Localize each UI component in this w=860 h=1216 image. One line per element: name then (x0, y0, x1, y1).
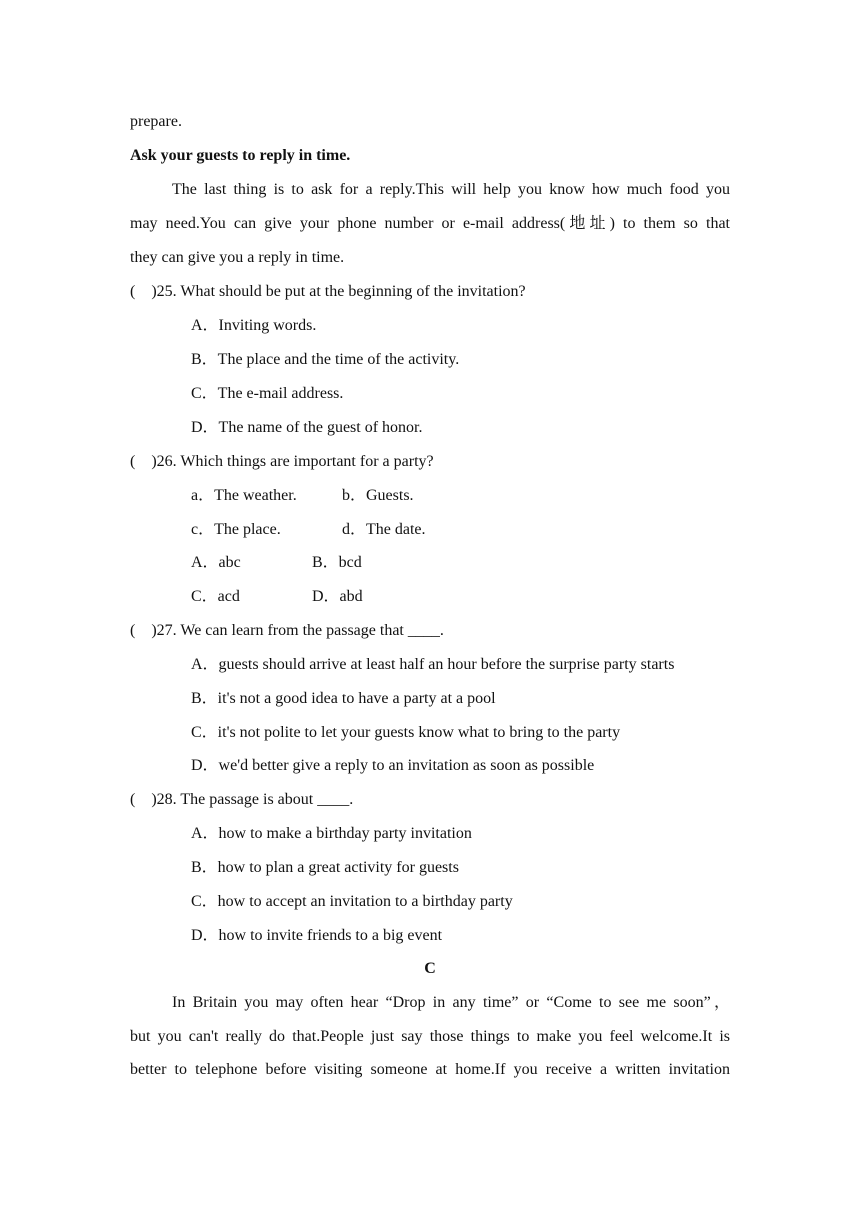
question-26-item-d: d．The date. (342, 521, 426, 538)
question-26-option-d: D．abd (312, 588, 363, 605)
passage-c-text-line: better to telephone before visiting someone at home.If you receive a written invitation (130, 1061, 730, 1078)
question-25-stem: ( )25. What should be put at the beginning of the invitation? (130, 283, 526, 300)
question-26-option-b: B．bcd (312, 554, 362, 571)
question-27-stem: ( )27. We can learn from the passage that ____. (130, 622, 444, 639)
question-27-option-c: C．it's not polite to let your guests know what to bring to the party (191, 724, 621, 741)
question-28-option-b: B．how to plan a great activity for guests (191, 859, 459, 876)
question-26-item-c: c．The place. (191, 521, 281, 538)
passage-c-text-line: but you can't really do that.People just say those things to make you feel welcome.It is (130, 1028, 730, 1045)
passage-text-line: The last thing is to ask for a reply.This will help you know how much food you (172, 181, 730, 198)
question-25-option-c: C．The e-mail address. (191, 385, 344, 402)
question-25-option-b: B．The place and the time of the activity. (191, 351, 460, 368)
question-25-option-d: D．The name of the guest of honor. (191, 419, 423, 436)
section-heading: Ask your guests to reply in time. (130, 147, 351, 164)
question-27-option-a: A．guests should arrive at least half an hour before the surprise party starts (191, 656, 675, 673)
question-27-option-b: B．it's not a good idea to have a party at a pool (191, 690, 496, 707)
passage-c-text-line: In Britain you may often hear “Drop in any time” or “Come to see me soon”， (172, 994, 730, 1011)
passage-text-line: prepare. (130, 113, 182, 130)
section-c-heading: C (424, 960, 436, 977)
passage-text-line: may need.You can give your phone number or e-mail address(地址) to them so that (130, 215, 730, 232)
question-26-item-a: a．The weather. (191, 487, 297, 504)
question-26-option-a: A．abc (191, 554, 241, 571)
question-28-stem: ( )28. The passage is about ____. (130, 791, 354, 808)
question-28-option-a: A．how to make a birthday party invitation (191, 825, 472, 842)
passage-text-line: they can give you a reply in time. (130, 249, 345, 266)
question-25-option-a: A．Inviting words. (191, 317, 317, 334)
question-26-option-c: C．acd (191, 588, 240, 605)
question-26-stem: ( )26. Which things are important for a party? (130, 453, 434, 470)
question-28-option-c: C．how to accept an invitation to a birthday party (191, 893, 513, 910)
question-28-option-d: D．how to invite friends to a big event (191, 927, 443, 944)
question-26-item-b: b．Guests. (342, 487, 414, 504)
question-27-option-d: D．we'd better give a reply to an invitation as soon as possible (191, 757, 595, 774)
